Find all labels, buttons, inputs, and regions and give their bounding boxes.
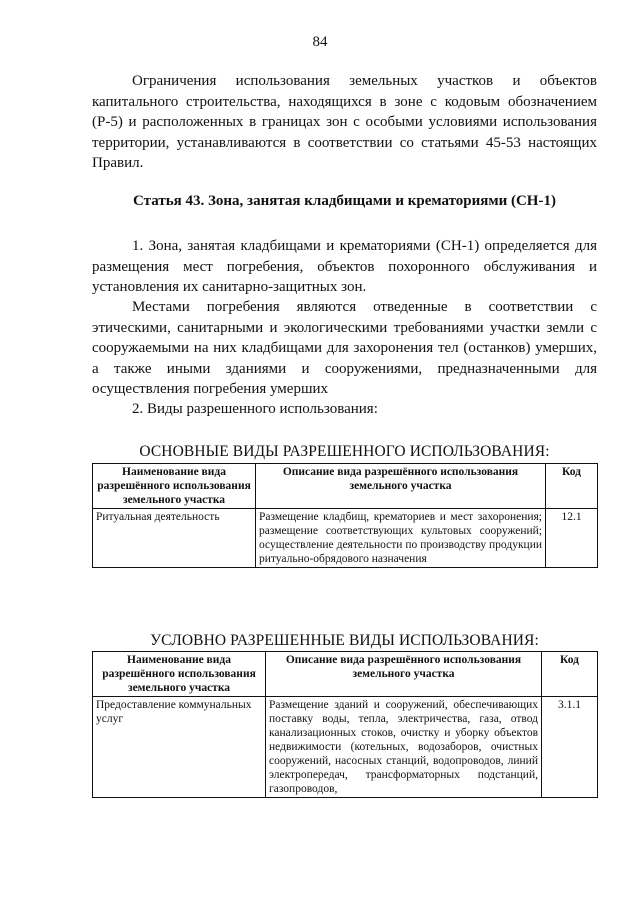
intro-paragraph: Ограничения использования земельных участков и объектов капитального строительства, находящихся в зоне с кодовым обозначением (Р-5) и расположенных в границах зон с особыми условиями использования территории, устанавливаются в соответствии со статьями 45-53 настоящих Правил. (92, 73, 597, 171)
conditional-uses-title: УСЛОВНО РАЗРЕШЕННЫЕ ВИДЫ ИСПОЛЬЗОВАНИЯ: (150, 632, 539, 649)
main-uses-table (92, 463, 598, 568)
use-description: Размещение кладбищ, крематориев и мест захоронения; размещение соответствующих культовых сооружений; осуществление деятельности по производству продукции ритуально-обрядового назначения (256, 509, 546, 568)
column-header-name: Наименование вида разрешённого использования земельного участка (93, 652, 266, 697)
use-name: Ритуальная деятельность (93, 509, 256, 568)
use-code: 3.1.1 (542, 697, 598, 798)
use-name: Предоставление коммунальных услуг (93, 697, 266, 798)
paragraph-zone-definition: 1. Зона, занятая кладбищами и крематориями (СН-1) определяется для размещения мест погребения, объектов похоронного обслуживания и установления их санитарно-защитных зон. (92, 238, 597, 295)
paragraph-burial-places: Местами погребения являются отведенные в соответствии с этическими, санитарными и экологическими требованиями участки земли с сооружаемыми на них кладбищами для захоронения тел (останков) умерших, а также иными зданиями и сооружениями, предназначенными для осуществления погребения умерших (92, 299, 597, 397)
column-header-description: Описание вида разрешённого использования земельного участка (256, 464, 546, 509)
column-header-name: Наименование вида разрешённого использования земельного участка (93, 464, 256, 509)
use-description: Размещение зданий и сооружений, обеспечивающих поставку воды, тепла, электричества, газа, отвод канализационных стоков, очистку и уборку объектов недвижимости (котельных, водозаборов, очистных сооружений, насосных станций, водопроводов, линий электропередач, трансформаторных подстанций, газопроводов, (266, 697, 542, 798)
page-number: 84 (312, 34, 328, 50)
table-row (93, 697, 598, 798)
column-header-description: Описание вида разрешённого использования земельного участка (266, 652, 542, 697)
column-header-code: Код (542, 652, 598, 697)
table-header-row (93, 464, 598, 509)
article-heading: Статья 43. Зона, занятая кладбищами и крематориями (СН-1) (133, 193, 556, 209)
table-header-row (93, 652, 598, 697)
table-row (93, 509, 598, 568)
conditional-uses-table (92, 651, 598, 798)
paragraph-permitted-uses: 2. Виды разрешенного использования: (132, 401, 378, 417)
main-uses-title: ОСНОВНЫЕ ВИДЫ РАЗРЕШЕННОГО ИСПОЛЬЗОВАНИЯ: (139, 443, 550, 460)
column-header-code: Код (546, 464, 598, 509)
use-code: 12.1 (546, 509, 598, 568)
